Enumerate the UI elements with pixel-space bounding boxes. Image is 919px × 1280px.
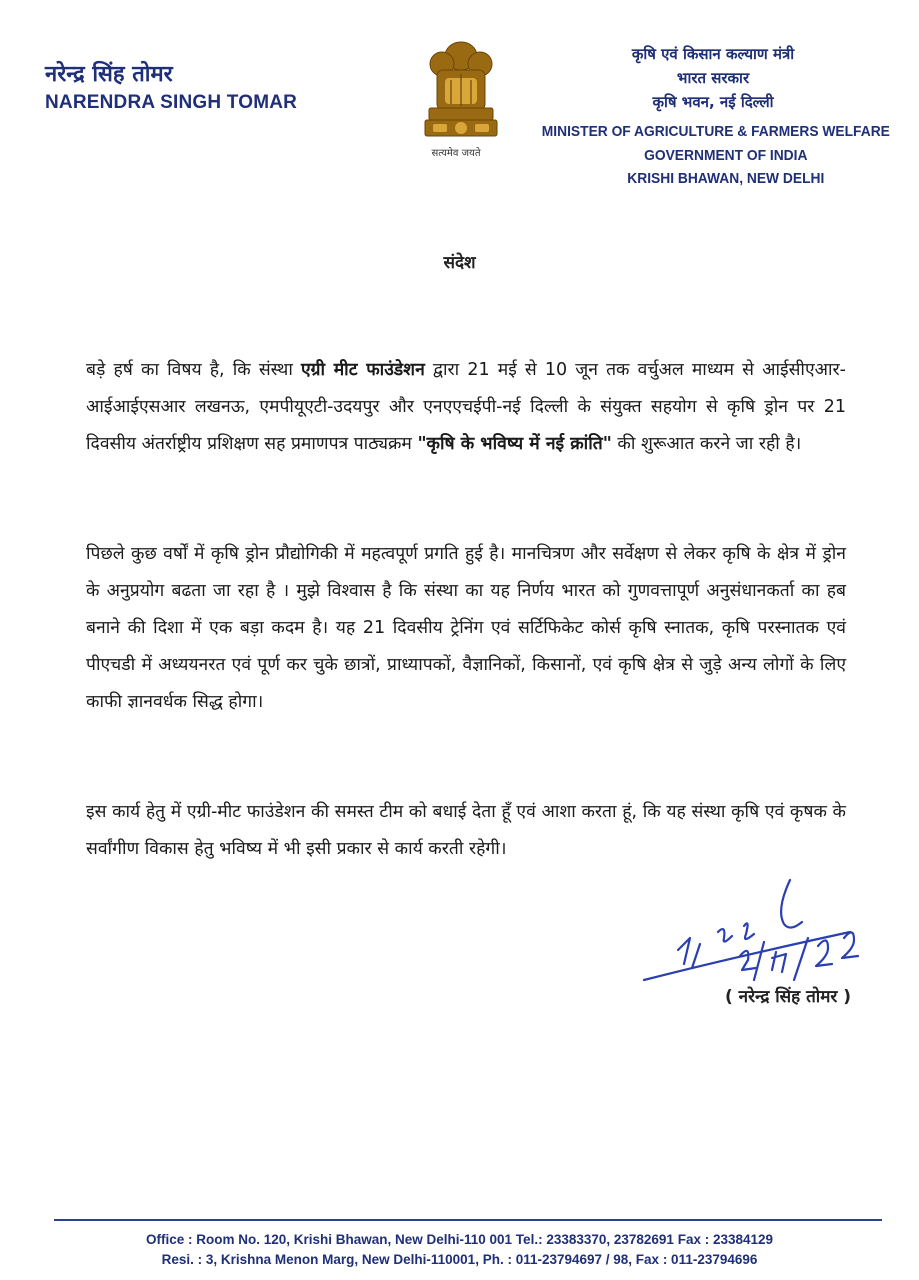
handwritten-signature: [640, 872, 870, 992]
course-title: "कृषि के भविष्य में नई क्रांति": [417, 434, 612, 454]
organization-name: एग्री मीट फाउंडेशन: [300, 360, 425, 380]
office-location-hindi: कृषि भवन, नई दिल्ली: [652, 93, 774, 111]
para1-end: की शुरूआत करने जा रही है।: [611, 434, 802, 454]
signer-name: ( नरेन्द्र सिंह तोमर ): [724, 987, 851, 1007]
residence-address: Resi. : 3, Krishna Menon Marg, New Delhi-110001, Ph. : 011-23794697 / 98, Fax : 011-23794696: [161, 1252, 758, 1267]
paragraph-3: इस कार्य हेतु में एग्री-मीट फाउंडेशन की समस्त टीम को बधाई देता हूँ एवं आशा करता हूं, कि यह संस्था कृषि एवं कृषक के सर्वांगीण विकास हेतु भविष्य में भी इसी प्रकार से कार्य करती रहेगी।: [86, 802, 846, 859]
ministry-title-hindi: कृषि एवं किसान कल्याण मंत्री: [631, 45, 795, 63]
ministry-title-english: MINISTER OF AGRICULTURE & FARMERS WELFARE: [541, 123, 890, 140]
government-english: GOVERNMENT OF INDIA: [644, 147, 808, 164]
emblem-motto: सत्यमेव जयते: [431, 148, 481, 159]
footer-divider: [54, 1219, 882, 1221]
government-hindi: भारत सरकार: [676, 69, 750, 87]
sender-name-hindi: नरेन्द्र सिंह तोमर: [45, 62, 173, 87]
paragraph-2: पिछले कुछ वर्षों में कृषि ड्रोन प्रौद्योगिकी में महत्वपूर्ण प्रगति हुई है। मानचित्रण और सर्वेक्षण से लेकर कृषि के क्षेत्र में ड्रोन के अनुप्रयोग बढता जा रहा है । मुझे विश्वास है कि संस्था का यह निर्णय भारत को गुणवत्तापूर्ण अनुसंधानकर्ता का हब बनाने की दिशा में एक बड़ा कदम है। यह 21 दिवसीय ट्रेनिंग एवं सर्टिफिकेट कोर्स कृषि स्नातक, कृषि परस्नातक एवं पीएचडी में अध्ययनरत एवं पूर्ण कर चुके छात्रों, प्राध्यापकों, वैज्ञानिकों, किसानों, एवं कृषि क्षेत्र से जुड़े अन्य लोगों के लिए काफी ज्ञानवर्धक सिद्ध होगा।: [86, 544, 846, 712]
office-address: Office : Room No. 120, Krishi Bhawan, New Delhi-110 001 Tel.: 23383370, 23782691 Fax : 23384129: [145, 1232, 774, 1247]
sender-name-english: NARENDRA SINGH TOMAR: [45, 92, 298, 113]
paragraph-1: [86, 352, 846, 463]
para1-middle: द्वारा 21 मई से 10 जून तक वर्चुअल माध्यम से आईसीएआर-आईआईएसआर लखनऊ, एमपीयूएटी-उदयपुर और एनएएचईपी-नई दिल्ली के संयुक्त सहयोग से कृषि ड्रोन पर 21 दिवसीय अंतर्राष्ट्रीय प्रशिक्षण सह प्रमाणपत्र पाठ्यक्रम: [86, 360, 846, 454]
office-location-english: KRISHI BHAWAN, NEW DELHI: [627, 170, 825, 187]
para1-intro: बड़े हर्ष का विषय है, कि संस्था: [86, 360, 301, 380]
letter-heading: संदेश: [443, 253, 476, 273]
